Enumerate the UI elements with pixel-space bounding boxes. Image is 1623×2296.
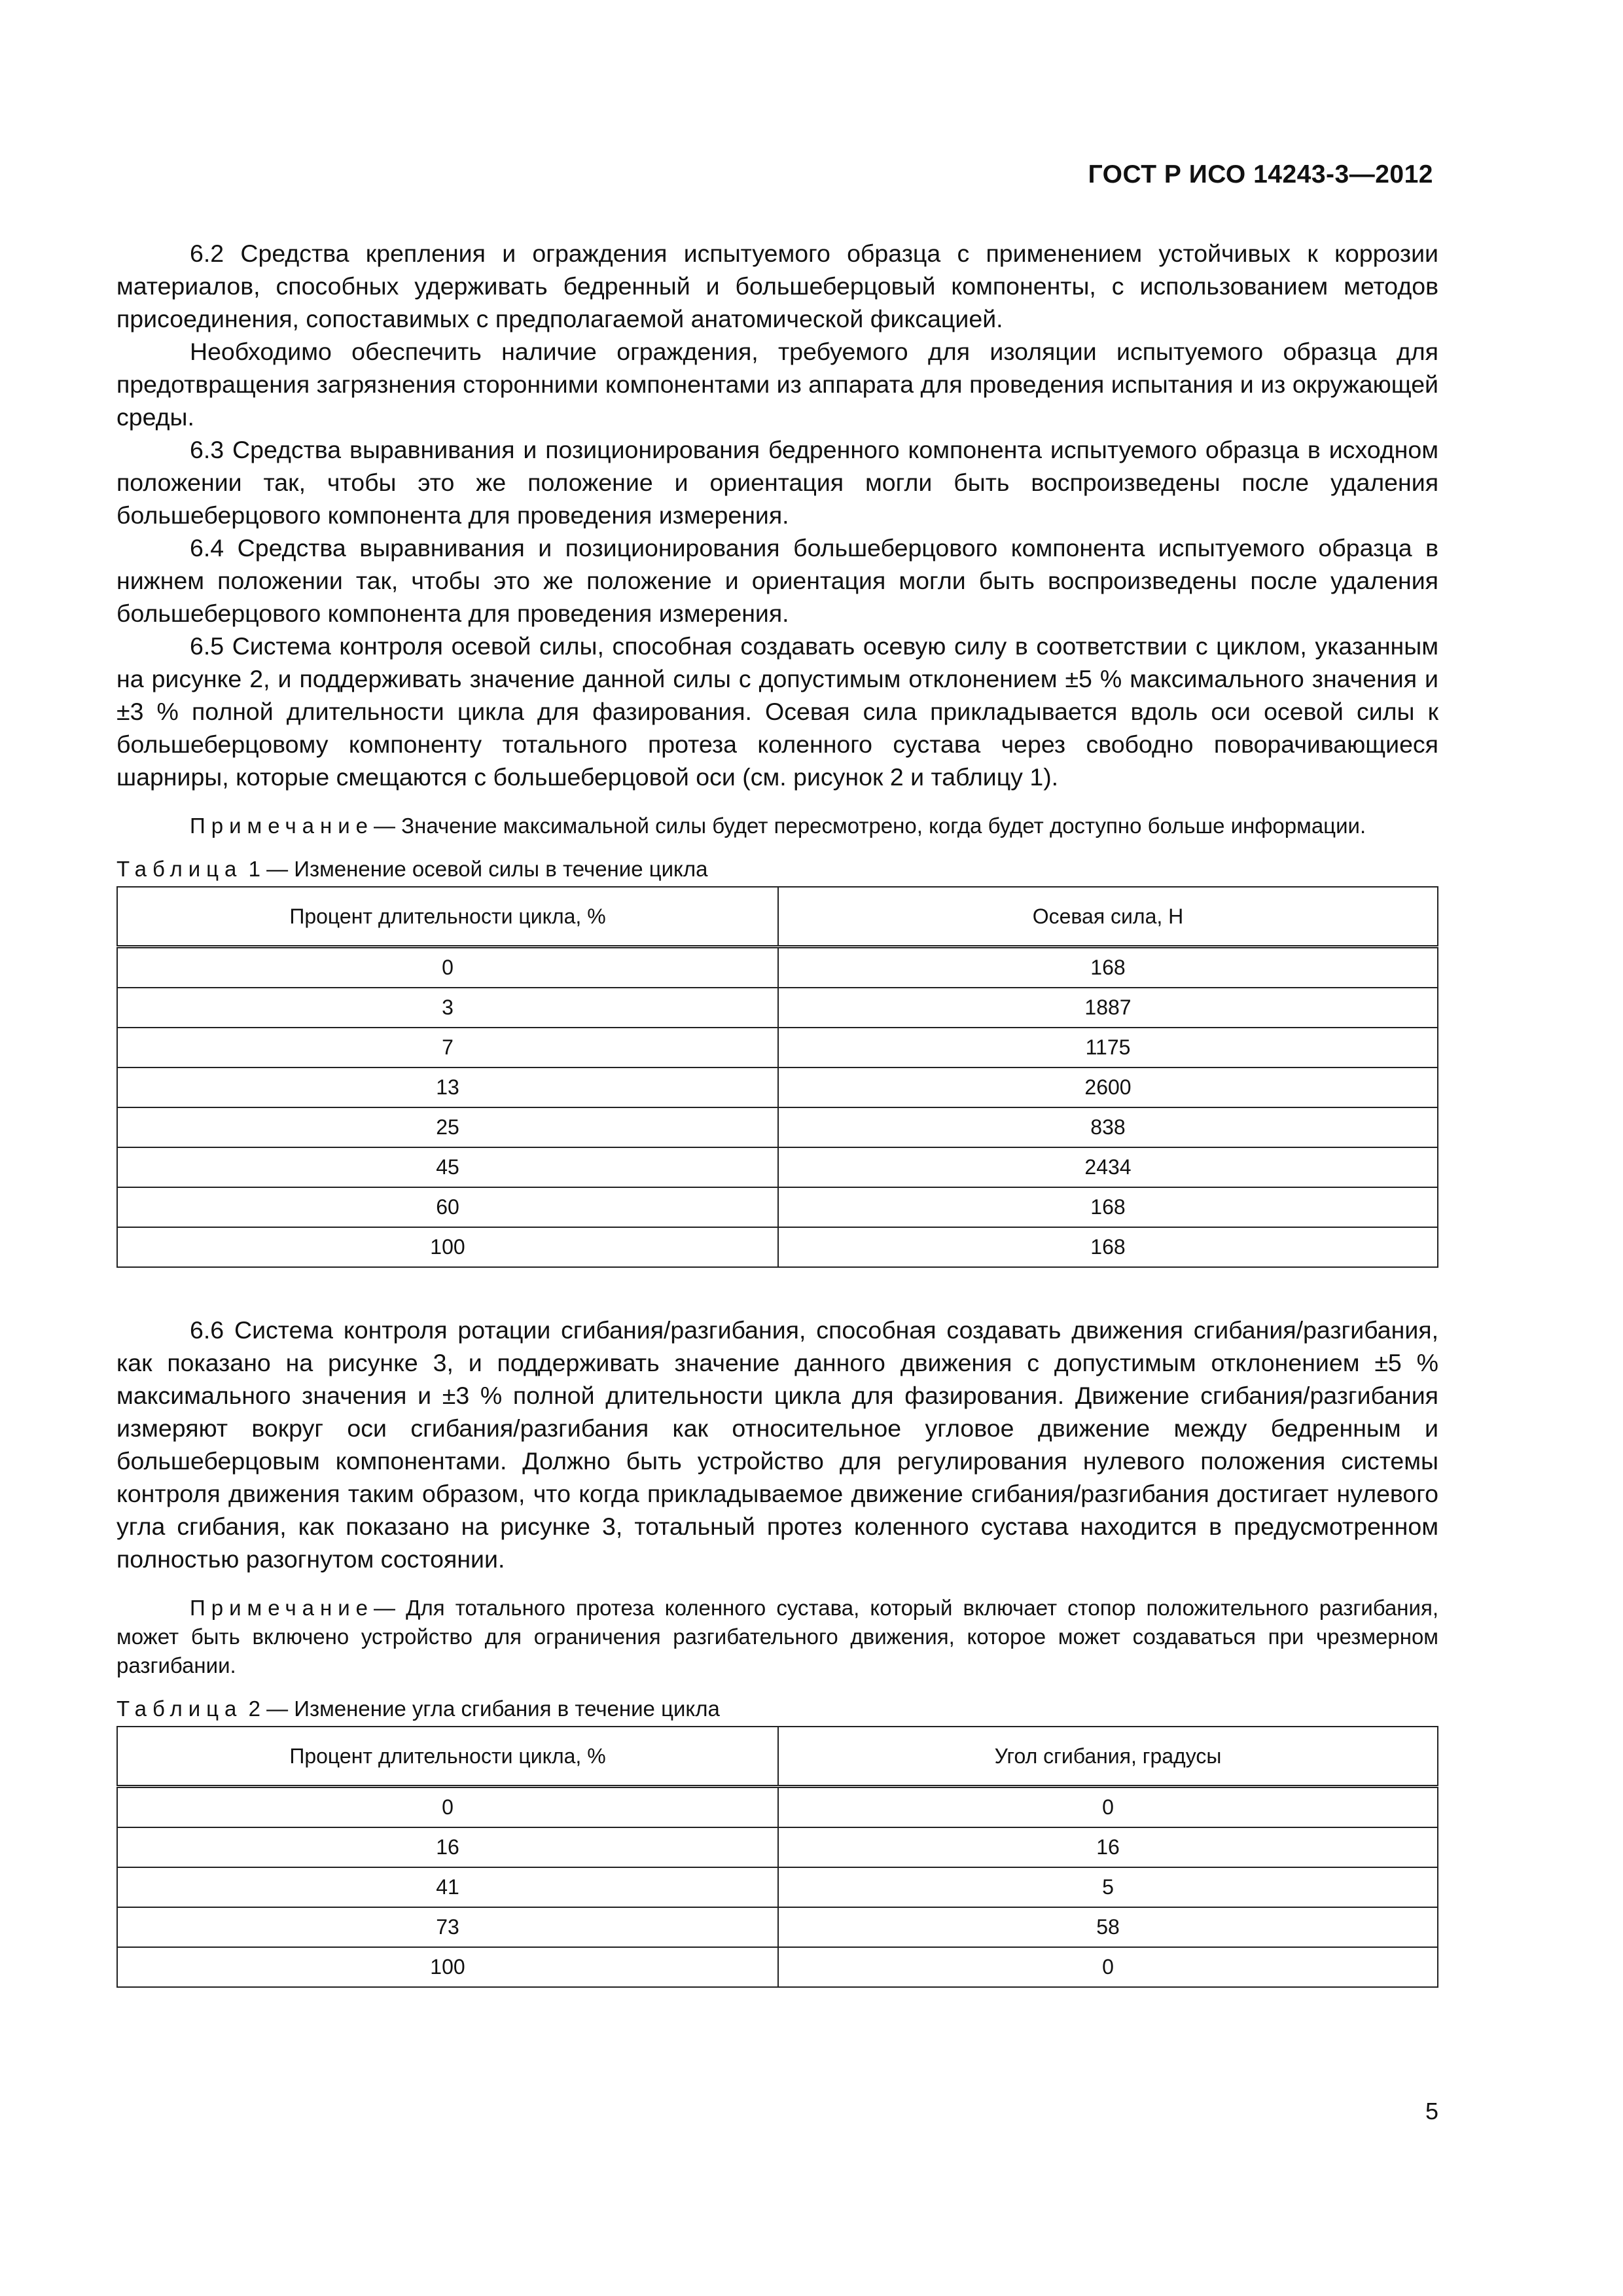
- table-cell: 5: [778, 1867, 1438, 1907]
- table-cell: 0: [778, 1787, 1438, 1828]
- note-1-text: — Значение максимальной силы будет пересмотрено, когда будет доступно больше информации.: [374, 814, 1366, 838]
- table-row: [117, 1907, 1438, 1947]
- table-row: [117, 988, 1438, 1028]
- table-header-row: [117, 887, 1438, 947]
- note-2: [116, 1594, 1438, 1680]
- table-1-caption: [116, 855, 1438, 884]
- table-header-row: [117, 1727, 1438, 1787]
- table-cell: 73: [117, 1907, 778, 1947]
- table-header-cell: Процент длительности цикла, %: [117, 887, 778, 947]
- note-2-label: Примечание: [190, 1596, 374, 1620]
- table-cell: 45: [117, 1147, 778, 1187]
- page-number: 5: [1425, 2098, 1438, 2125]
- table-1-caption-text: 1 — Изменение осевой силы в течение цикла: [248, 857, 708, 881]
- table-cell: 168: [778, 1187, 1438, 1227]
- section-6-6: 6.6 Система контроля ротации сгибания/разгибания, способная создавать движения сгибания/разгибания, как показано на рисунке 3, и поддерживать значение данного движения с допустимым отклонением ±5 % максимального значения и ±3 % полной длительности цикла для фазирования. Движение сгибания/разгибания измеряют вокруг оси сгибания/разгибания как относительное угловое движение между бедренным и большеберцовым компонентами. Должно быть устройство для регулирования нулевого положения системы контроля движения таким образом, что когда прикладываемое движение сгибания/разгибания достигает нулевого угла сгибания, как показано на рисунке 3, тотальный протез коленного сустава находится в предусмотренном полностью разогнутом состоянии.: [116, 1316, 1438, 1573]
- table-1-caption-label: Таблица: [116, 857, 243, 881]
- table-cell: 3: [117, 988, 778, 1028]
- table-cell: 838: [778, 1107, 1438, 1147]
- table-cell: 16: [117, 1827, 778, 1867]
- section-6-2-para-2: Необходимо обеспечить наличие ограждения, требуемого для изоляции испытуемого образца для предотвращения загрязнения сторонними компонентами из аппарата для проведения испытания и из окружающей среды.: [116, 338, 1438, 431]
- table-cell: 100: [117, 1227, 778, 1267]
- table-row: [117, 1067, 1438, 1107]
- table-row: [117, 1147, 1438, 1187]
- table-cell: 168: [778, 947, 1438, 988]
- note-1-label: Примечание: [190, 814, 374, 838]
- section-6-4: 6.4 Средства выравнивания и позиционирования большеберцового компонента испытуемого образца в нижнем положении так, чтобы это же положение и ориентация могли быть воспроизведены после удаления большеберцового компонента для проведения измерения.: [116, 534, 1438, 627]
- table-cell: 58: [778, 1907, 1438, 1947]
- section-6-3: 6.3 Средства выравнивания и позиционирования бедренного компонента испытуемого образца в исходном положении так, чтобы это же положение и ориентация могли быть воспроизведены после удаления большеберцового компонента для проведения измерения.: [116, 436, 1438, 529]
- table-cell: 13: [117, 1067, 778, 1107]
- table-cell: 25: [117, 1107, 778, 1147]
- table-cell: 0: [117, 1787, 778, 1828]
- table-cell: 168: [778, 1227, 1438, 1267]
- table-2-caption: [116, 1695, 1438, 1723]
- table-cell: 41: [117, 1867, 778, 1907]
- table-header-cell: Осевая сила, Н: [778, 887, 1438, 947]
- table-row: [117, 1028, 1438, 1067]
- table-2-caption-label: Таблица: [116, 1696, 243, 1721]
- page-content: [116, 237, 1438, 1988]
- table-cell: 0: [117, 947, 778, 988]
- table-2-flexion-angle: [116, 1726, 1438, 1988]
- table-row: [117, 1107, 1438, 1147]
- table-row: [117, 1827, 1438, 1867]
- section-6-5: 6.5 Система контроля осевой силы, способная создавать осевую силу в соответствии с циклом, указанным на рисунке 2, и поддерживать значение данной силы с допустимым отклонением ±5 % максимального значения и ±3 % полной длительности цикла для фазирования. Осевая сила прикладывается вдоль оси осевой силы к большеберцовому компоненту тотального протеза коленного сустава через свободно поворачивающиеся шарниры, которые смещаются с большеберцовой оси (см. рисунок 2 и таблицу 1).: [116, 632, 1438, 791]
- table-row: [117, 1867, 1438, 1907]
- document-id-header: ГОСТ Р ИСО 14243-3—2012: [1088, 160, 1433, 188]
- note-1: [116, 812, 1438, 840]
- table-row: [117, 1787, 1438, 1828]
- table-cell: 2434: [778, 1147, 1438, 1187]
- table-header-cell: Процент длительности цикла, %: [117, 1727, 778, 1787]
- table-cell: 100: [117, 1947, 778, 1987]
- table-cell: 1887: [778, 988, 1438, 1028]
- table-cell: 16: [778, 1827, 1438, 1867]
- table-2-caption-text: 2 — Изменение угла сгибания в течение цикла: [248, 1696, 720, 1721]
- table-cell: 60: [117, 1187, 778, 1227]
- table-row: [117, 947, 1438, 988]
- table-row: [117, 1227, 1438, 1267]
- table-cell: 2600: [778, 1067, 1438, 1107]
- table-1-axial-force: [116, 886, 1438, 1268]
- table-cell: 0: [778, 1947, 1438, 1987]
- table-cell: 7: [117, 1028, 778, 1067]
- table-row: [117, 1947, 1438, 1987]
- table-cell: 1175: [778, 1028, 1438, 1067]
- spacer: [116, 1268, 1438, 1314]
- section-6-2: 6.2 Средства крепления и ограждения испытуемого образца с применением устойчивых к коррозии материалов, способных удерживать бедренный и большеберцовый компоненты, с использованием методов присоединения, сопоставимых с предполагаемой анатомической фиксацией.: [116, 240, 1438, 332]
- note-2-text: — Для тотального протеза коленного сустава, который включает стопор положительного разгибания, может быть включено устройство для ограничения разгибательного движения, которое может создаваться при чрезмерном разгибании.: [116, 1596, 1438, 1677]
- table-header-cell: Угол сгибания, градусы: [778, 1727, 1438, 1787]
- table-row: [117, 1187, 1438, 1227]
